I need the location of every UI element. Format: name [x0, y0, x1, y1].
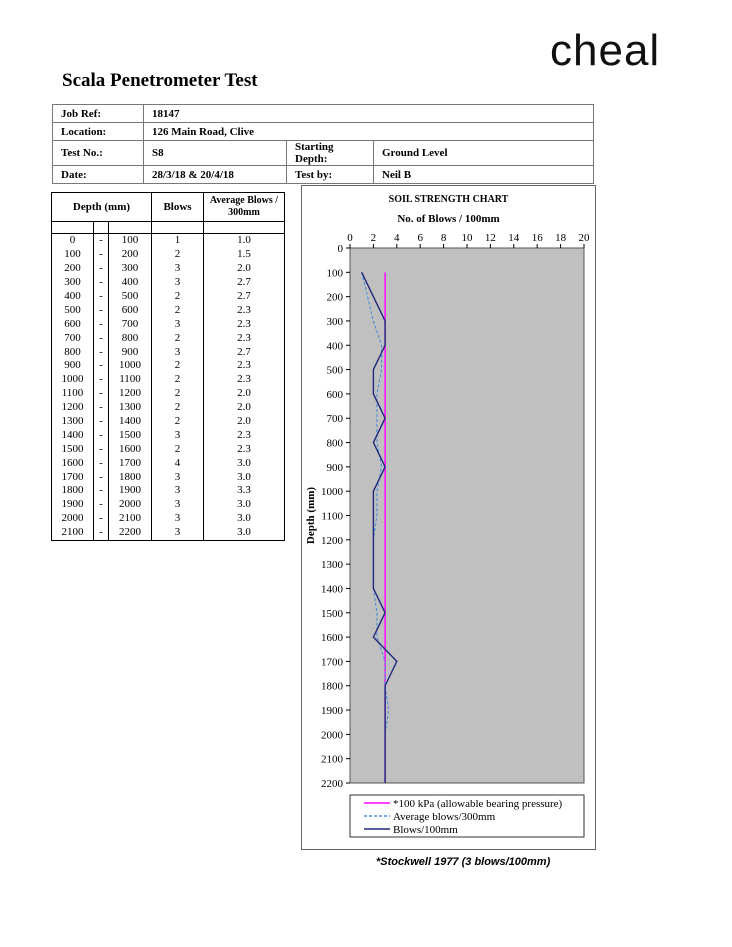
table-row [52, 498, 285, 512]
y-tick-label: 200 [326, 291, 343, 304]
x-tick-label: 6 [417, 232, 423, 244]
blows-cell: 3 [152, 526, 204, 540]
y-tick-label: 1100 [321, 510, 343, 523]
depth-from-cell: 1700 [52, 470, 94, 484]
depth-from-cell: 400 [52, 290, 94, 304]
depth-dash-cell: - [94, 401, 109, 415]
depth-dash-cell: - [94, 512, 109, 526]
depth-from-cell: 300 [52, 276, 94, 290]
y-tick-label: 700 [326, 413, 343, 426]
depth-to-cell: 900 [109, 345, 152, 359]
depth-from-cell: 1800 [52, 484, 94, 498]
avg-blows-cell: 2.3 [204, 331, 285, 345]
depth-dash-cell: - [94, 526, 109, 540]
depth-to-cell: 200 [109, 248, 152, 262]
y-tick-label: 2200 [321, 778, 343, 790]
job-ref-value: 18147 [144, 105, 594, 123]
avg-blows-cell: 2.7 [204, 345, 285, 359]
depth-dash-cell: - [94, 262, 109, 276]
avg-header: Average Blows / 300mm [204, 193, 285, 222]
blows-cell: 4 [152, 456, 204, 470]
depth-from-cell: 0 [52, 234, 94, 248]
blows-cell: 2 [152, 442, 204, 456]
blows-cell: 3 [152, 428, 204, 442]
avg-blows-cell: 1.0 [204, 234, 285, 248]
job-info-table [52, 104, 594, 184]
depth-to-cell: 2000 [109, 498, 152, 512]
depth-to-cell: 1600 [109, 442, 152, 456]
depth-header: Depth (mm) [52, 193, 152, 222]
y-axis-title: Depth (mm) [305, 486, 317, 545]
blows-cell: 2 [152, 373, 204, 387]
y-tick-label: 1700 [321, 656, 343, 669]
location-value: 126 Main Road, Clive [144, 123, 594, 141]
avg-blows-cell: 3.0 [204, 470, 285, 484]
depth-dash-cell: - [94, 276, 109, 290]
x-tick-label: 0 [347, 232, 353, 244]
soil-strength-chart [301, 185, 596, 850]
depth-to-cell: 1400 [109, 415, 152, 429]
test-no-label: Test No.: [53, 141, 144, 166]
blows-cell: 3 [152, 498, 204, 512]
depth-to-cell: 1200 [109, 387, 152, 401]
table-row [52, 484, 285, 498]
blows-table [51, 192, 285, 541]
depth-to-cell: 800 [109, 331, 152, 345]
x-tick-label: 18 [555, 232, 567, 244]
blows-cell: 3 [152, 484, 204, 498]
blows-cell: 2 [152, 359, 204, 373]
depth-dash-cell: - [94, 373, 109, 387]
depth-dash-cell: - [94, 345, 109, 359]
y-tick-label: 1000 [321, 486, 343, 499]
avg-blows-cell: 2.3 [204, 428, 285, 442]
depth-from-cell: 100 [52, 248, 94, 262]
table-row [52, 442, 285, 456]
table-row [52, 415, 285, 429]
blows-cell: 3 [152, 276, 204, 290]
depth-dash-cell: - [94, 248, 109, 262]
legend-label: Average blows/300mm [393, 811, 496, 823]
depth-dash-cell: - [94, 317, 109, 331]
depth-dash-cell: - [94, 456, 109, 470]
depth-to-cell: 1900 [109, 484, 152, 498]
y-tick-label: 300 [326, 315, 343, 328]
y-tick-label: 2100 [321, 753, 343, 766]
table-row [52, 428, 285, 442]
blows-cell: 3 [152, 470, 204, 484]
depth-dash-cell: - [94, 234, 109, 248]
table-row [52, 248, 285, 262]
depth-from-cell: 500 [52, 303, 94, 317]
depth-dash-cell: - [94, 498, 109, 512]
test-by-label: Test by: [287, 166, 374, 184]
x-tick-label: 16 [531, 232, 543, 244]
table-row [52, 512, 285, 526]
depth-to-cell: 1500 [109, 428, 152, 442]
table-row [52, 373, 285, 387]
depth-from-cell: 1000 [52, 373, 94, 387]
table-row [52, 345, 285, 359]
x-tick-label: 10 [461, 232, 473, 244]
test-by-value: Neil B [374, 166, 594, 184]
y-tick-label: 1900 [321, 705, 343, 718]
depth-to-cell: 1300 [109, 401, 152, 415]
location-label: Location: [53, 123, 144, 141]
starting-depth-label: Starting Depth: [287, 141, 374, 166]
avg-blows-cell: 2.3 [204, 442, 285, 456]
table-row [52, 331, 285, 345]
table-row [52, 262, 285, 276]
depth-from-cell: 1400 [52, 428, 94, 442]
depth-to-cell: 400 [109, 276, 152, 290]
depth-to-cell: 300 [109, 262, 152, 276]
depth-from-cell: 1500 [52, 442, 94, 456]
blows-cell: 2 [152, 248, 204, 262]
page-title: Scala Penetrometer Test [62, 70, 258, 91]
depth-dash-cell: - [94, 290, 109, 304]
depth-from-cell: 1100 [52, 387, 94, 401]
depth-dash-cell: - [94, 303, 109, 317]
y-tick-label: 1400 [321, 583, 343, 596]
y-tick-label: 400 [326, 340, 343, 353]
x-tick-label: 14 [508, 232, 520, 244]
legend-label: Blows/100mm [393, 824, 458, 836]
depth-from-cell: 1300 [52, 415, 94, 429]
y-tick-label: 900 [326, 461, 343, 474]
legend-label: *100 kPa (allowable bearing pressure) [393, 798, 563, 810]
avg-blows-cell: 2.3 [204, 303, 285, 317]
avg-blows-cell: 3.0 [204, 498, 285, 512]
blows-cell: 2 [152, 387, 204, 401]
table-row [52, 276, 285, 290]
table-row [52, 290, 285, 304]
date-value: 28/3/18 & 20/4/18 [144, 166, 287, 184]
avg-blows-cell: 1.5 [204, 248, 285, 262]
avg-blows-cell: 3.0 [204, 526, 285, 540]
table-row [52, 387, 285, 401]
depth-dash-cell: - [94, 470, 109, 484]
y-tick-label: 1200 [321, 534, 343, 547]
starting-depth-value: Ground Level [374, 141, 594, 166]
blows-cell: 1 [152, 234, 204, 248]
blows-cell: 2 [152, 415, 204, 429]
x-tick-label: 20 [578, 232, 590, 244]
table-row [52, 359, 285, 373]
table-row [52, 401, 285, 415]
logo-crop-mask [678, 26, 732, 86]
avg-blows-cell: 3.3 [204, 484, 285, 498]
depth-from-cell: 2100 [52, 526, 94, 540]
table-row [52, 526, 285, 540]
depth-dash-cell: - [94, 415, 109, 429]
avg-blows-cell: 2.7 [204, 290, 285, 304]
y-tick-label: 600 [326, 388, 343, 401]
depth-from-cell: 600 [52, 317, 94, 331]
depth-from-cell: 2000 [52, 512, 94, 526]
blows-cell: 2 [152, 303, 204, 317]
blows-cell: 3 [152, 317, 204, 331]
avg-blows-cell: 2.0 [204, 415, 285, 429]
depth-to-cell: 2100 [109, 512, 152, 526]
x-tick-label: 8 [440, 232, 447, 244]
depth-from-cell: 800 [52, 345, 94, 359]
x-tick-label: 2 [370, 232, 377, 244]
table-row [52, 234, 285, 248]
depth-from-cell: 900 [52, 359, 94, 373]
y-tick-label: 1500 [321, 607, 343, 620]
blows-cell: 3 [152, 512, 204, 526]
avg-blows-cell: 2.3 [204, 359, 285, 373]
y-tick-label: 100 [326, 267, 343, 280]
y-tick-label: 800 [326, 437, 343, 450]
depth-dash-cell: - [94, 331, 109, 345]
chart-x-axis-title: No. of Blows / 100mm [397, 213, 500, 225]
depth-to-cell: 1100 [109, 373, 152, 387]
footnote-caption: *Stockwell 1977 (3 blows/100mm) [376, 856, 551, 868]
blows-cell: 2 [152, 290, 204, 304]
chart-canvas [302, 186, 595, 849]
chart-title: SOIL STRENGTH CHART [388, 194, 509, 205]
depth-to-cell: 1800 [109, 470, 152, 484]
test-no-value: S8 [144, 141, 287, 166]
depth-dash-cell: - [94, 359, 109, 373]
y-tick-label: 1300 [321, 559, 343, 572]
blows-cell: 3 [152, 262, 204, 276]
blows-cell: 2 [152, 331, 204, 345]
x-tick-label: 12 [484, 232, 496, 244]
depth-dash-cell: - [94, 442, 109, 456]
job-ref-label: Job Ref: [53, 105, 144, 123]
table-row [52, 456, 285, 470]
company-logo: cheal [550, 26, 661, 75]
date-label: Date: [53, 166, 144, 184]
depth-dash-cell: - [94, 387, 109, 401]
table-row [52, 317, 285, 331]
depth-from-cell: 700 [52, 331, 94, 345]
y-tick-label: 500 [326, 364, 343, 377]
depth-to-cell: 2200 [109, 526, 152, 540]
avg-blows-cell: 2.0 [204, 387, 285, 401]
blows-header: Blows [152, 193, 204, 222]
blows-cell: 3 [152, 345, 204, 359]
depth-from-cell: 1900 [52, 498, 94, 512]
depth-from-cell: 1200 [52, 401, 94, 415]
y-tick-label: 1800 [321, 680, 343, 693]
x-tick-label: 4 [394, 232, 400, 244]
depth-to-cell: 1700 [109, 456, 152, 470]
y-tick-label: 1600 [321, 632, 343, 645]
depth-to-cell: 1000 [109, 359, 152, 373]
avg-blows-cell: 2.3 [204, 373, 285, 387]
depth-to-cell: 600 [109, 303, 152, 317]
blows-cell: 2 [152, 401, 204, 415]
depth-to-cell: 100 [109, 234, 152, 248]
avg-blows-cell: 2.3 [204, 317, 285, 331]
avg-blows-cell: 3.0 [204, 512, 285, 526]
depth-from-cell: 200 [52, 262, 94, 276]
depth-dash-cell: - [94, 484, 109, 498]
avg-blows-cell: 2.0 [204, 262, 285, 276]
depth-to-cell: 500 [109, 290, 152, 304]
table-row [52, 470, 285, 484]
avg-blows-cell: 2.0 [204, 401, 285, 415]
avg-blows-cell: 2.7 [204, 276, 285, 290]
depth-to-cell: 700 [109, 317, 152, 331]
table-row [52, 303, 285, 317]
depth-from-cell: 1600 [52, 456, 94, 470]
y-tick-label: 0 [337, 243, 343, 255]
avg-blows-cell: 3.0 [204, 456, 285, 470]
y-tick-label: 2000 [321, 729, 343, 742]
depth-dash-cell: - [94, 428, 109, 442]
